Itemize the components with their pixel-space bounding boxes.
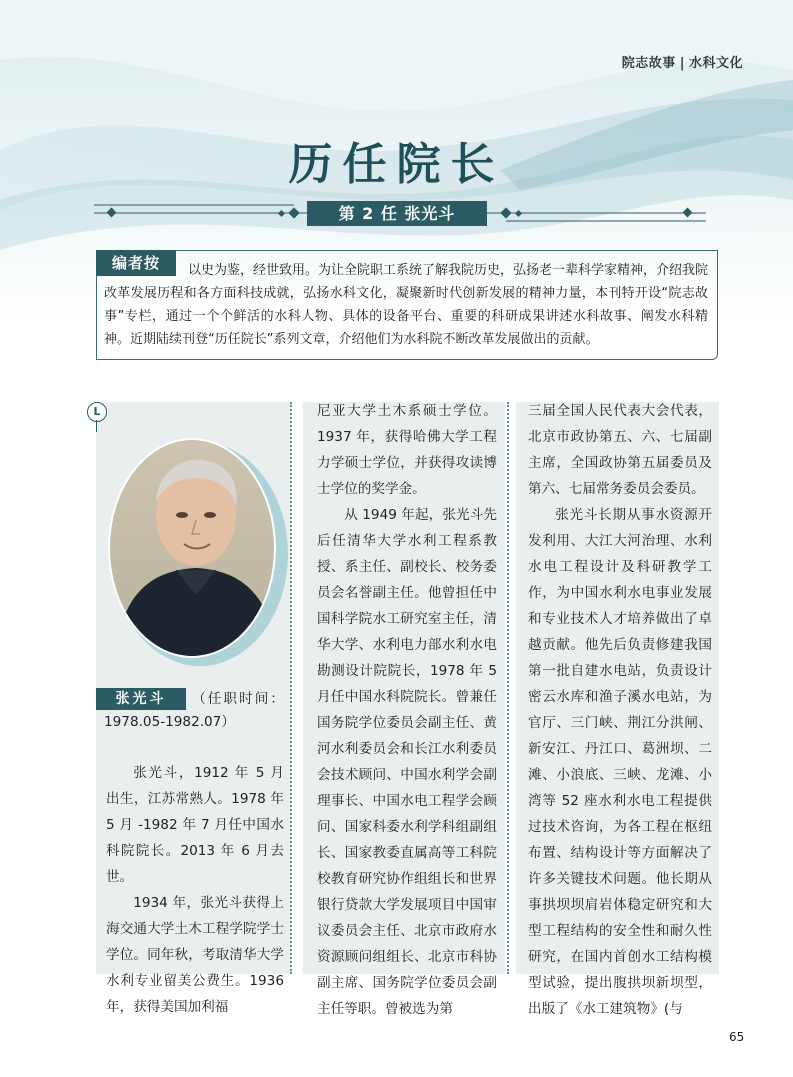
column-2-text	[317, 398, 497, 1022]
paragraph: 尼亚大学土木系硕士学位。1937 年，获得哈佛大学工程力学硕士学位，并获得攻读博士学位的奖学金。	[317, 403, 497, 497]
editor-note-label: 编者按	[96, 250, 176, 276]
editor-note-text	[104, 259, 708, 351]
section-category: 水科文化	[688, 56, 743, 71]
paragraph: 张光斗长期从事水资源开发利用、大江大河治理、水利水电工程设计及科研教学工作，为中国水利水电事业发展和专业技术人才培养做出了卓越贡献。他先后负责修建我国第一批自建水电站，负责设计密云水库和渔子溪水电站，为官厅、三门峡、荆江分洪闸、新安江、丹江口、葛洲坝、二滩、小浪底、三峡、龙滩、小湾等 52 座水利水电工程提供过技术咨询，为各工程在枢纽布置、结构设计等方面解决了许多关键技术问题。他长期从事拱坝坝肩岩体稳定研究和大型工程结构的安全性和耐久性研究，在国内首创水工结构模型试验，提出腹拱坝新坝型，出版了《水工建筑物》(与	[528, 507, 712, 1017]
profile-tenure	[104, 688, 284, 734]
column-3-text	[528, 398, 712, 1022]
paragraph: 从 1949 年起，张光斗先后任清华大学水利工程系教授、系主任、副校长、校务委员会名誉副主任。他曾担任中国科学院水工研究室主任，清华大学、水利电力部水利水电勘测设计院院长，1978 年 5 月任中国水科院院长。曾兼任国务院学位委员会副主任、黄河水利委员会和长江水利委员会技术顾问、中国水利学会副理事长、中国水电工程学会顾问、国家科委水利学科组副组长、国家教委直属高等工科院校教育研究协作组组长和世界银行贷款大学发展项目中国审议委员会主任、北京市政府水资源顾问组组长、北京市科协副主席、国务院学位委员会副主任等职。曾被选为第	[317, 507, 497, 1017]
editor-note-body: 以史为鉴，经世致用。为让全院职工系统了解我院历史，弘扬老一辈科学家精神，介绍我院改革发展历程和各方面科技成就，弘扬水科文化，凝聚新时代创新发展的精神力量，本刊特开设“院志故事”专栏，通过一个个鲜活的水科人物、具体的设备平台、重要的科研成果讲述水科故事、阐发水科精神。近期陆续刊登“历任院长”系列文章，介绍他们为水科院不断改革发展做出的贡献。	[104, 263, 709, 347]
column-divider-2	[507, 402, 509, 974]
section-name: 院志故事	[621, 56, 676, 71]
paragraph: 张光斗，1912 年 5 月出生，江苏常熟人。1978 年 5 月 -1982 年 7 月任中国水科院院长。2013 年 6 月去世。	[106, 765, 284, 885]
section-tag: 院志故事 | 水科文化	[621, 56, 743, 71]
column-1-text	[106, 760, 284, 1020]
profile-name: 张光斗	[96, 688, 186, 710]
subtitle-badge: 第 2 任 张光斗	[307, 201, 487, 226]
tenure-text: （任职时间：1978.05-1982.07）	[104, 691, 284, 730]
initial-letter: L	[93, 405, 101, 418]
paragraph: 三届全国人民代表大会代表，北京市政协第五、六、七届副主席，全国政协第五届委员及第六、七届常务委员会委员。	[528, 403, 712, 497]
initial-badge	[87, 402, 107, 422]
page-number: 65	[729, 1030, 745, 1044]
portrait	[96, 420, 296, 670]
initial-connector	[96, 420, 97, 432]
page-title: 历任院长	[288, 139, 505, 190]
paragraph: 1934 年，张光斗获得上海交通大学土木工程学院学士学位。同年秋，考取清华大学水利专业留美公费生。1936 年，获得美国加利福	[106, 895, 284, 1015]
